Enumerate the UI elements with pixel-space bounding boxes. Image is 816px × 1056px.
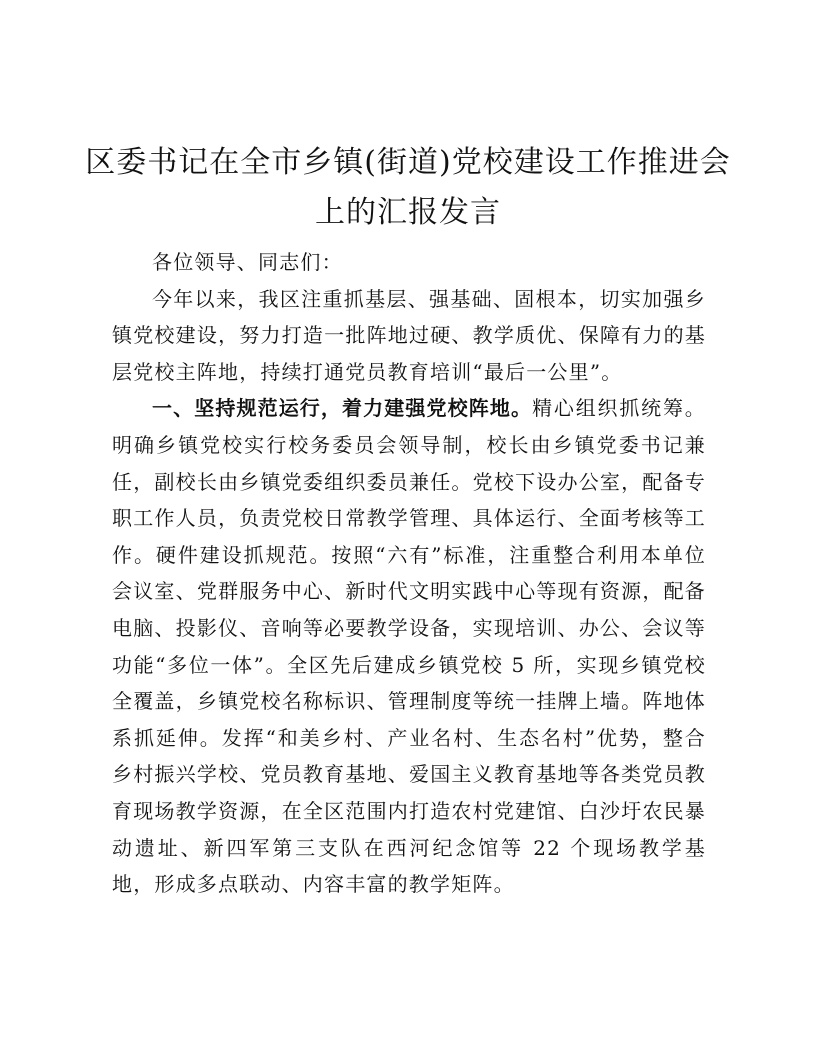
document-title — [80, 138, 736, 238]
section-1-heading: 一、坚持规范运行，着力建强党校阵地。 — [152, 396, 533, 421]
title-line-2: 上的汇报发言 — [315, 195, 501, 230]
intro-paragraph: 今年以来，我区注重抓基层、强基础、固根本，切实加强乡镇党校建设，努力打造一批阵地过硬、教学质优、保障有力的基层党校主阵地，持续打通党员教育培训“最后一公里”。 — [112, 286, 706, 384]
document-body — [112, 244, 706, 903]
title-line-1: 区委书记在全市乡镇(街道)党校建设工作推进会 — [85, 145, 731, 180]
section-1-body: 精心组织抓统筹。明确乡镇党校实行校务委员会领导制，校长由乡镇党委书记兼任，副校长由乡镇党委组织委员兼任。党校下设办公室，配备专职工作人员，负责党校日常教学管理、具体运行、全面考核等工作。硬件建设抓规范。按照“六有”标准，注重整合利用本单位会议室、党群服务中心、新时代文明实践中心等现有资源，配备电脑、投影仪、音响等必要教学设备，实现培训、办公、会议等功能“多位一体”。全区先后建成乡镇党校 5 所，实现乡镇党校全覆盖，乡镇党校名称标识、管理制度等统一挂牌上墙。阵地体系抓延伸。发挥“和美乡村、产业名村、生态名村”优势，整合乡村振兴学校、党员教育基地、爱国主义教育基地等各类党员教育现场教学资源，在全区范围内打造农村党建馆、白沙圩农民暴动遗址、新四军第三支队在西河纪念馆等 22 个现场教学基地，形成多点联动、内容丰富的教学矩阵。 — [112, 396, 707, 897]
section-1-paragraph — [112, 390, 706, 902]
greeting-paragraph: 各位领导、同志们： — [152, 250, 343, 274]
